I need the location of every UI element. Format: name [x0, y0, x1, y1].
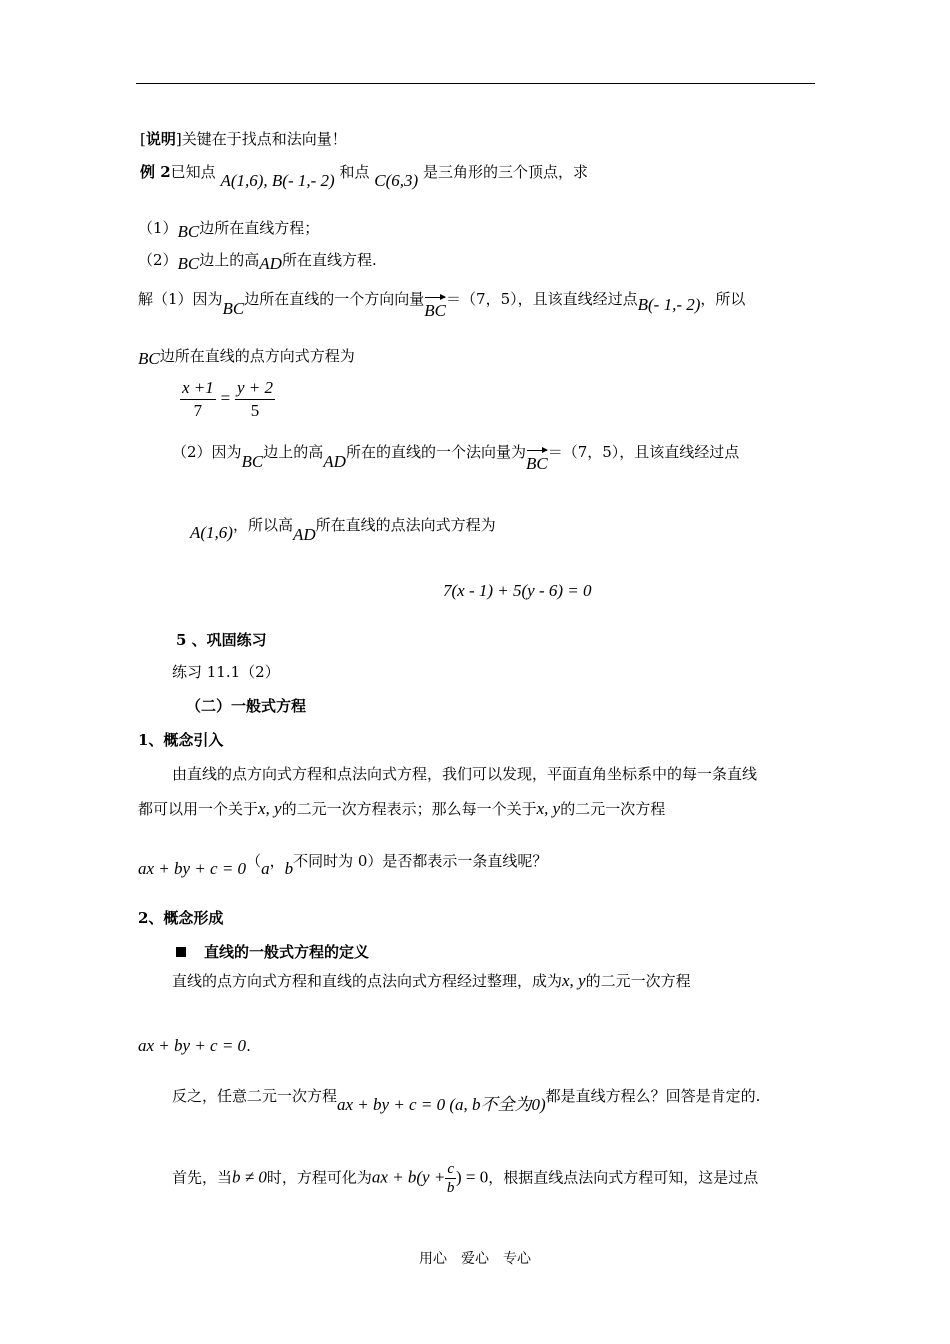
point-direction-equation: $\frac{x +1}{7}$ = $\frac{y + 2}{5}$ — [182, 378, 273, 420]
point-c: C(6,3) — [374, 171, 419, 190]
solution-1-line-2: BC边所在直线的点方向式方程为 — [138, 347, 355, 368]
paragraph-6: 反之，任意二元一次方程ax + by + c = 0 (a, b不全为0)都是直线方程么？回答是肯定的. — [172, 1087, 761, 1114]
section-heading-general-form: （二）一般式方程 — [186, 697, 307, 715]
page-footer: 用心 爱心 专心 — [419, 1251, 531, 1267]
paragraph-2: 都可以用一个关于x, y的二元一次方程表示；那么每一个关于x, y的二元一次方程 — [138, 799, 666, 818]
solution-1-line: 解（1）因为BC边所在直线的一个方向向量BC＝（7，5），且该直线经过点B(- 1,- 2)，所以 — [138, 290, 746, 320]
heading-concept-intro: 1、概念引入 — [138, 731, 224, 749]
paragraph-1: 由直线的点方向式方程和点法向式方程，我们可以发现，平面直角坐标系中的每一条直线 — [172, 765, 758, 783]
square-bullet-icon — [176, 947, 186, 957]
normal-vector-bc: BC — [525, 454, 548, 473]
definition-heading: 直线的一般式方程的定义 — [176, 941, 369, 963]
point-normal-equation: 7(x - 1) + 5(y - 6) = 0 — [443, 581, 592, 600]
note-line: [说明]关键在于找点和法向量！ — [140, 130, 347, 148]
points-ab: A(1,6), B(- 1,- 2) — [220, 171, 335, 190]
note-label: 说明 — [145, 130, 176, 148]
paragraph-3: ax + by + c = 0（a，b不同时为 0）是否都表示一条直线呢？ — [138, 852, 548, 878]
example-2-line: 例 2已知点 A(1,6), B(- 1,- 2) 和点 C(6,3) 是三角形的三个顶点，求 — [140, 163, 589, 190]
solution-2-line-2: A(1,6)，所以高AD所在直线的点法向式方程为 — [190, 516, 496, 544]
vector-bc: BC — [424, 301, 447, 320]
paragraph-4: 直线的点方向式方程和直线的点法向式方程经过整理，成为x, y的二元一次方程 — [172, 971, 691, 990]
example-label: 例 2 — [140, 163, 171, 181]
exercise-line: 练习 11.1（2） — [172, 663, 280, 681]
section-heading-5: 5 、巩固练习 — [176, 631, 267, 649]
header-rule — [136, 83, 815, 84]
heading-concept-formation: 2、概念形成 — [138, 909, 224, 927]
question-2: （2）BC边上的高AD所在直线方程. — [138, 251, 377, 273]
paragraph-7: 首先，当b ≠ 0时，方程可化为ax + b(y + $\frac{c}{b}$ ) = 0，根据直线点法向式方程可知，这是过点 — [172, 1161, 759, 1196]
paragraph-5: ax + by + c = 0. — [138, 1036, 251, 1055]
question-1: （1）BC边所在直线方程； — [138, 219, 320, 241]
solution-2-line: （2）因为BC边上的高AD所在的直线的一个法向量为BC＝（7，5），且该直线经过点 — [172, 443, 740, 473]
